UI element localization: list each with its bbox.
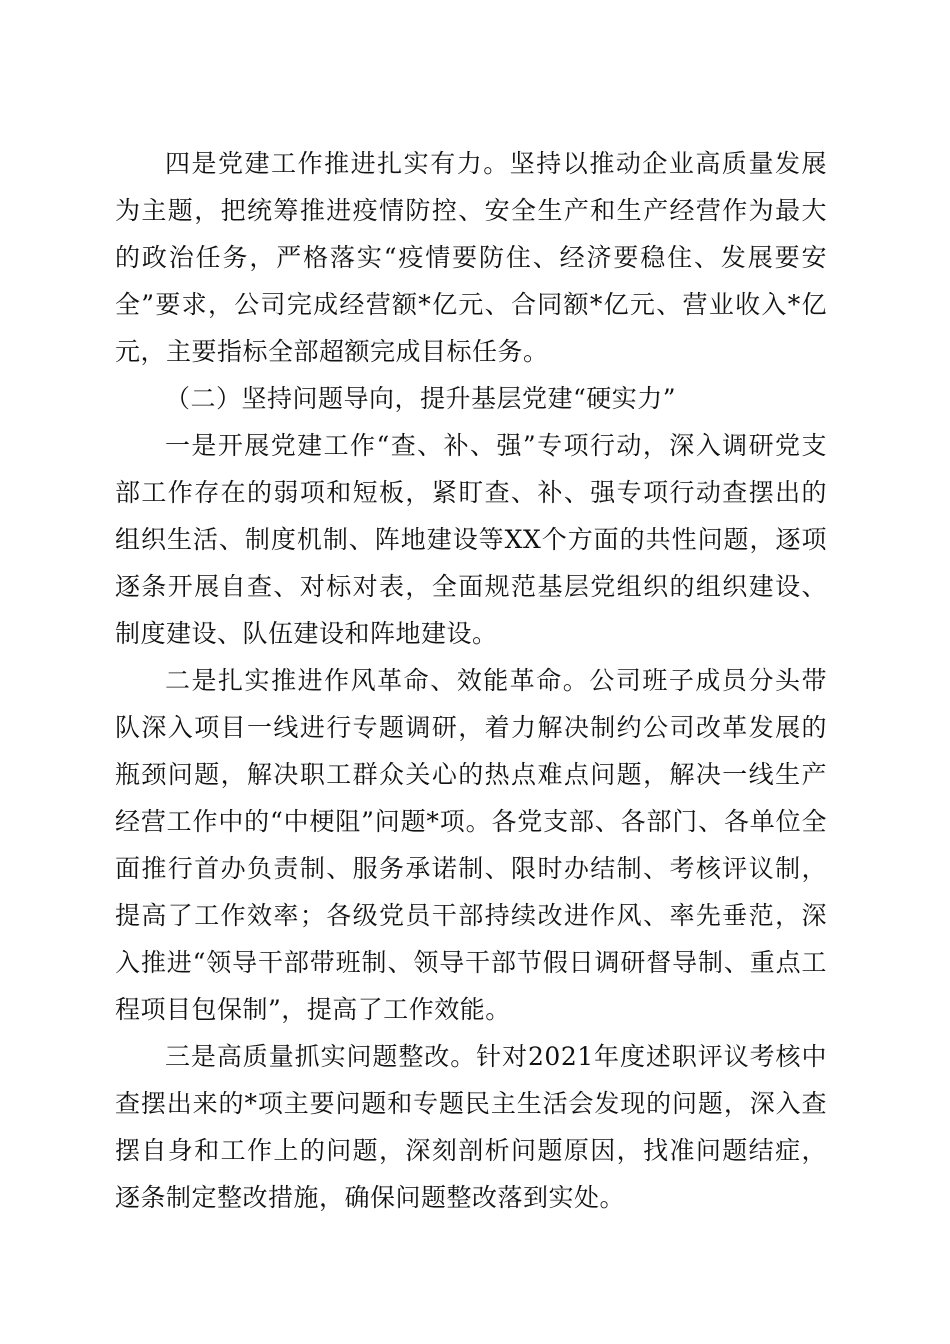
section-heading-problem-oriented: （二）坚持问题导向，提升基层党建“硬实力” — [165, 384, 677, 413]
paragraph-work-style-revolution: 二是扎实推进作风革命、效能革命。公司班子成员分头带队深入项目一线进行专题调研，着力解决制约公司改革发展的瓶颈问题，解决职工群众关心的热点难点问题，解决一线生产经营工作中的“中梗阻”问题*项。各党支部、各部门、各单位全面推行首办负责制、服务承诺制、限时办结制、考核评议制，提高了工作效率；各级党员干部持续改进作风、率先垂范，深入推进“领导干部带班制、领导干部节假日调研督导制、重点工程项目包保制”，提高了工作效能。 — [115, 666, 827, 1024]
paragraph-party-building-progress: 四是党建工作推进扎实有力。坚持以推动企业高质量发展为主题，把统筹推进疫情防控、安全生产和生产经营作为最大的政治任务，严格落实“疫情要防住、经济要稳住、发展要安全”要求，公司完成经营额*亿元、合同额*亿元、营业收入*亿元，主要指标全部超额完成目标任务。 — [115, 149, 827, 366]
paragraph-special-action: 一是开展党建工作“查、补、强”专项行动，深入调研党支部工作存在的弱项和短板，紧盯查、补、强专项行动查摆出的组织生活、制度机制、阵地建设等XX个方面的共性问题，逐项逐条开展自查、对标对表，全面规范基层党组织的组织建设、制度建设、队伍建设和阵地建设。 — [115, 431, 827, 648]
paragraph-problem-rectification: 三是高质量抓实问题整改。针对2021年度述职评议考核中查摆出来的*项主要问题和专题民主生活会发现的问题，深入查摆自身和工作上的问题，深刻剖析问题原因，找准问题结症，逐条制定整改措施，确保问题整改落到实处。 — [115, 1042, 827, 1212]
document-page — [115, 140, 827, 1221]
